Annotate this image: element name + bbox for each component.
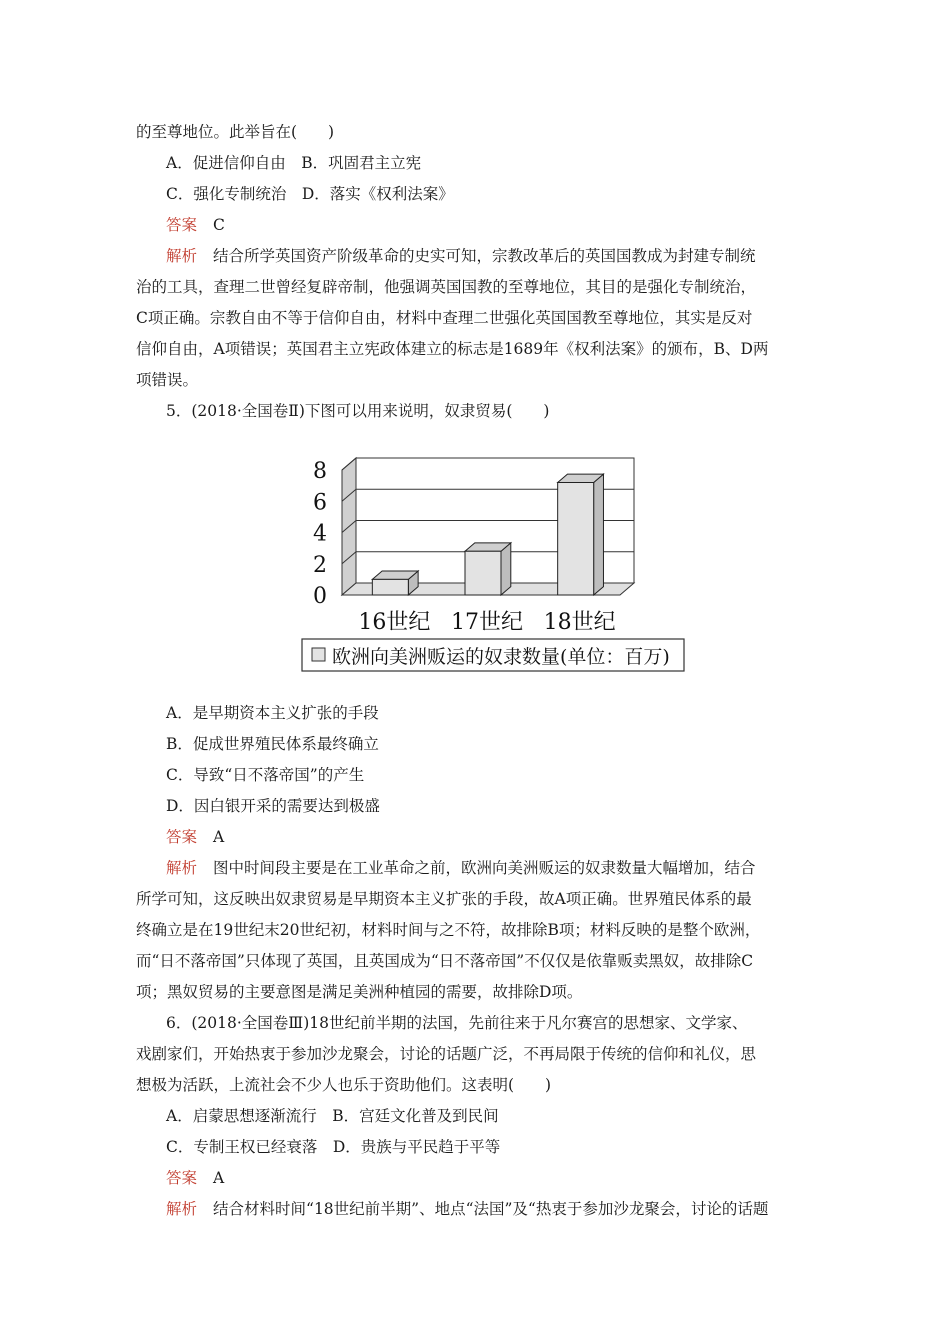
section-label: 答案: [166, 828, 198, 846]
line-text: 的至尊地位。此举旨在( ): [136, 123, 335, 141]
line-text: 治的工具，查理二世曾经复辟帝制，他强调英国国教的至尊地位，其目的是强化专制统治，: [136, 278, 757, 296]
bar-chart: [296, 436, 706, 694]
line-text: A．启蒙思想逐渐流行 B．宫廷文化普及到民间: [166, 1107, 499, 1125]
line-text: 项；黑奴贸易的主要意图是满足美洲种植园的需要，故排除D项。: [136, 983, 583, 1001]
line-text: A．是早期资本主义扩张的手段: [166, 704, 379, 722]
analysis-line: [166, 1199, 768, 1219]
text-line: [166, 153, 421, 173]
x-tick-label: 16世纪: [358, 610, 431, 635]
text-line: [136, 920, 760, 940]
line-text: 所学可知，这反映出奴隶贸易是早期资本主义扩张的手段，故A项正确。世界殖民体系的最: [136, 890, 752, 908]
line-text: 5．(2018·全国卷Ⅱ)下图可以用来说明，奴隶贸易( ): [166, 402, 550, 420]
text-line: [166, 796, 380, 816]
text-line: [166, 1137, 500, 1157]
line-text: C: [213, 216, 225, 234]
text-line: [166, 765, 364, 785]
line-text: A．促进信仰自由 B．巩固君主立宪: [166, 154, 422, 172]
y-tick-label: 2: [313, 552, 327, 578]
analysis-line: [166, 246, 756, 266]
y-tick-label: 4: [313, 521, 327, 547]
text-line: [166, 184, 454, 204]
line-text: B．促成世界殖民体系最终确立: [166, 735, 379, 753]
line-text: 项错误。: [136, 371, 199, 389]
answer-line: [166, 827, 224, 847]
line-text: 想极为活跃，上流社会不少人也乐于资助他们。这表明( ): [136, 1076, 552, 1094]
answer-line: [166, 1168, 224, 1188]
line-text: 终确立是在19世纪末20世纪初，材料时间与之不符，故排除B项；材料反映的是整个欧洲，: [136, 921, 761, 939]
legend-swatch: [312, 648, 325, 661]
line-text: C．导致“日不落帝国”的产生: [166, 766, 365, 784]
section-label: 解析: [166, 859, 198, 877]
text-line: [136, 277, 756, 297]
line-text: 信仰自由，A项错误；英国君主立宪政体建立的标志是1689年《权利法案》的颁布，B、D两: [136, 340, 769, 358]
section-label: 答案: [166, 216, 198, 234]
analysis-line: [166, 858, 756, 878]
text-line: [136, 982, 582, 1002]
text-line: [136, 1075, 551, 1095]
line-text: 6．(2018·全国卷Ⅲ)18世纪前半期的法国，先前往来于凡尔赛宫的思想家、文学家、: [166, 1014, 748, 1032]
answer-line: [166, 215, 225, 235]
legend-label: 欧洲向美洲贩运的奴隶数量(单位：百万): [332, 646, 670, 668]
text-line: [136, 308, 752, 328]
text-line: [166, 1106, 499, 1126]
line-text: 而“日不落帝国”只体现了英国，且英国成为“日不落帝国”不仅仅是依靠贩卖黑奴，故排除C: [136, 952, 754, 970]
text-line: [166, 401, 549, 421]
section-label: 解析: [166, 1200, 198, 1218]
text-line: [166, 703, 379, 723]
y-tick-label: 8: [313, 459, 327, 484]
line-text: A: [213, 828, 225, 846]
text-line: [136, 122, 334, 142]
text-line: [166, 734, 379, 754]
slave-trade-chart: [296, 436, 706, 694]
line-text: 戏剧家们，开始热衷于参加沙龙聚会，讨论的话题广泛，不再局限于传统的信仰和礼仪，思: [136, 1045, 757, 1063]
text-line: [136, 370, 198, 390]
bar-side: [501, 543, 511, 595]
section-label: 答案: [166, 1169, 198, 1187]
text-line: [136, 951, 753, 971]
bar: [465, 551, 501, 595]
line-text: C．强化专制统治 D．落实《权利法案》: [166, 185, 454, 203]
y-tick-label: 6: [313, 490, 327, 516]
y-tick-label: 0: [313, 584, 327, 609]
line-text: D．因白银开采的需要达到极盛: [166, 797, 380, 815]
bar: [372, 579, 408, 595]
line-text: 图中时间段主要是在工业革命之前，欧洲向美洲贩运的奴隶数量大幅增加，结合: [213, 859, 756, 877]
text-line: [136, 1044, 756, 1064]
line-text: A: [213, 1169, 225, 1187]
text-line: [136, 339, 768, 359]
line-text: C项正确。宗教自由不等于信仰自由，材料中查理二世强化英国国教至尊地位，其实是反对: [136, 309, 753, 327]
line-text: 结合所学英国资产阶级革命的史实可知，宗教改革后的英国国教成为封建专制统: [213, 247, 756, 265]
section-label: 解析: [166, 247, 198, 265]
bar-side: [594, 474, 604, 595]
line-text: 结合材料时间“18世纪前半期”、地点“法国”及“热衷于参加沙龙聚会，讨论的话题: [213, 1200, 769, 1218]
text-line: [166, 1013, 748, 1033]
x-tick-label: 17世纪: [451, 610, 523, 635]
bar: [558, 483, 594, 596]
line-text: C．专制王权已经衰落 D．贵族与平民趋于平等: [166, 1138, 501, 1156]
x-tick-label: 18世纪: [543, 610, 616, 635]
text-line: [136, 889, 752, 909]
